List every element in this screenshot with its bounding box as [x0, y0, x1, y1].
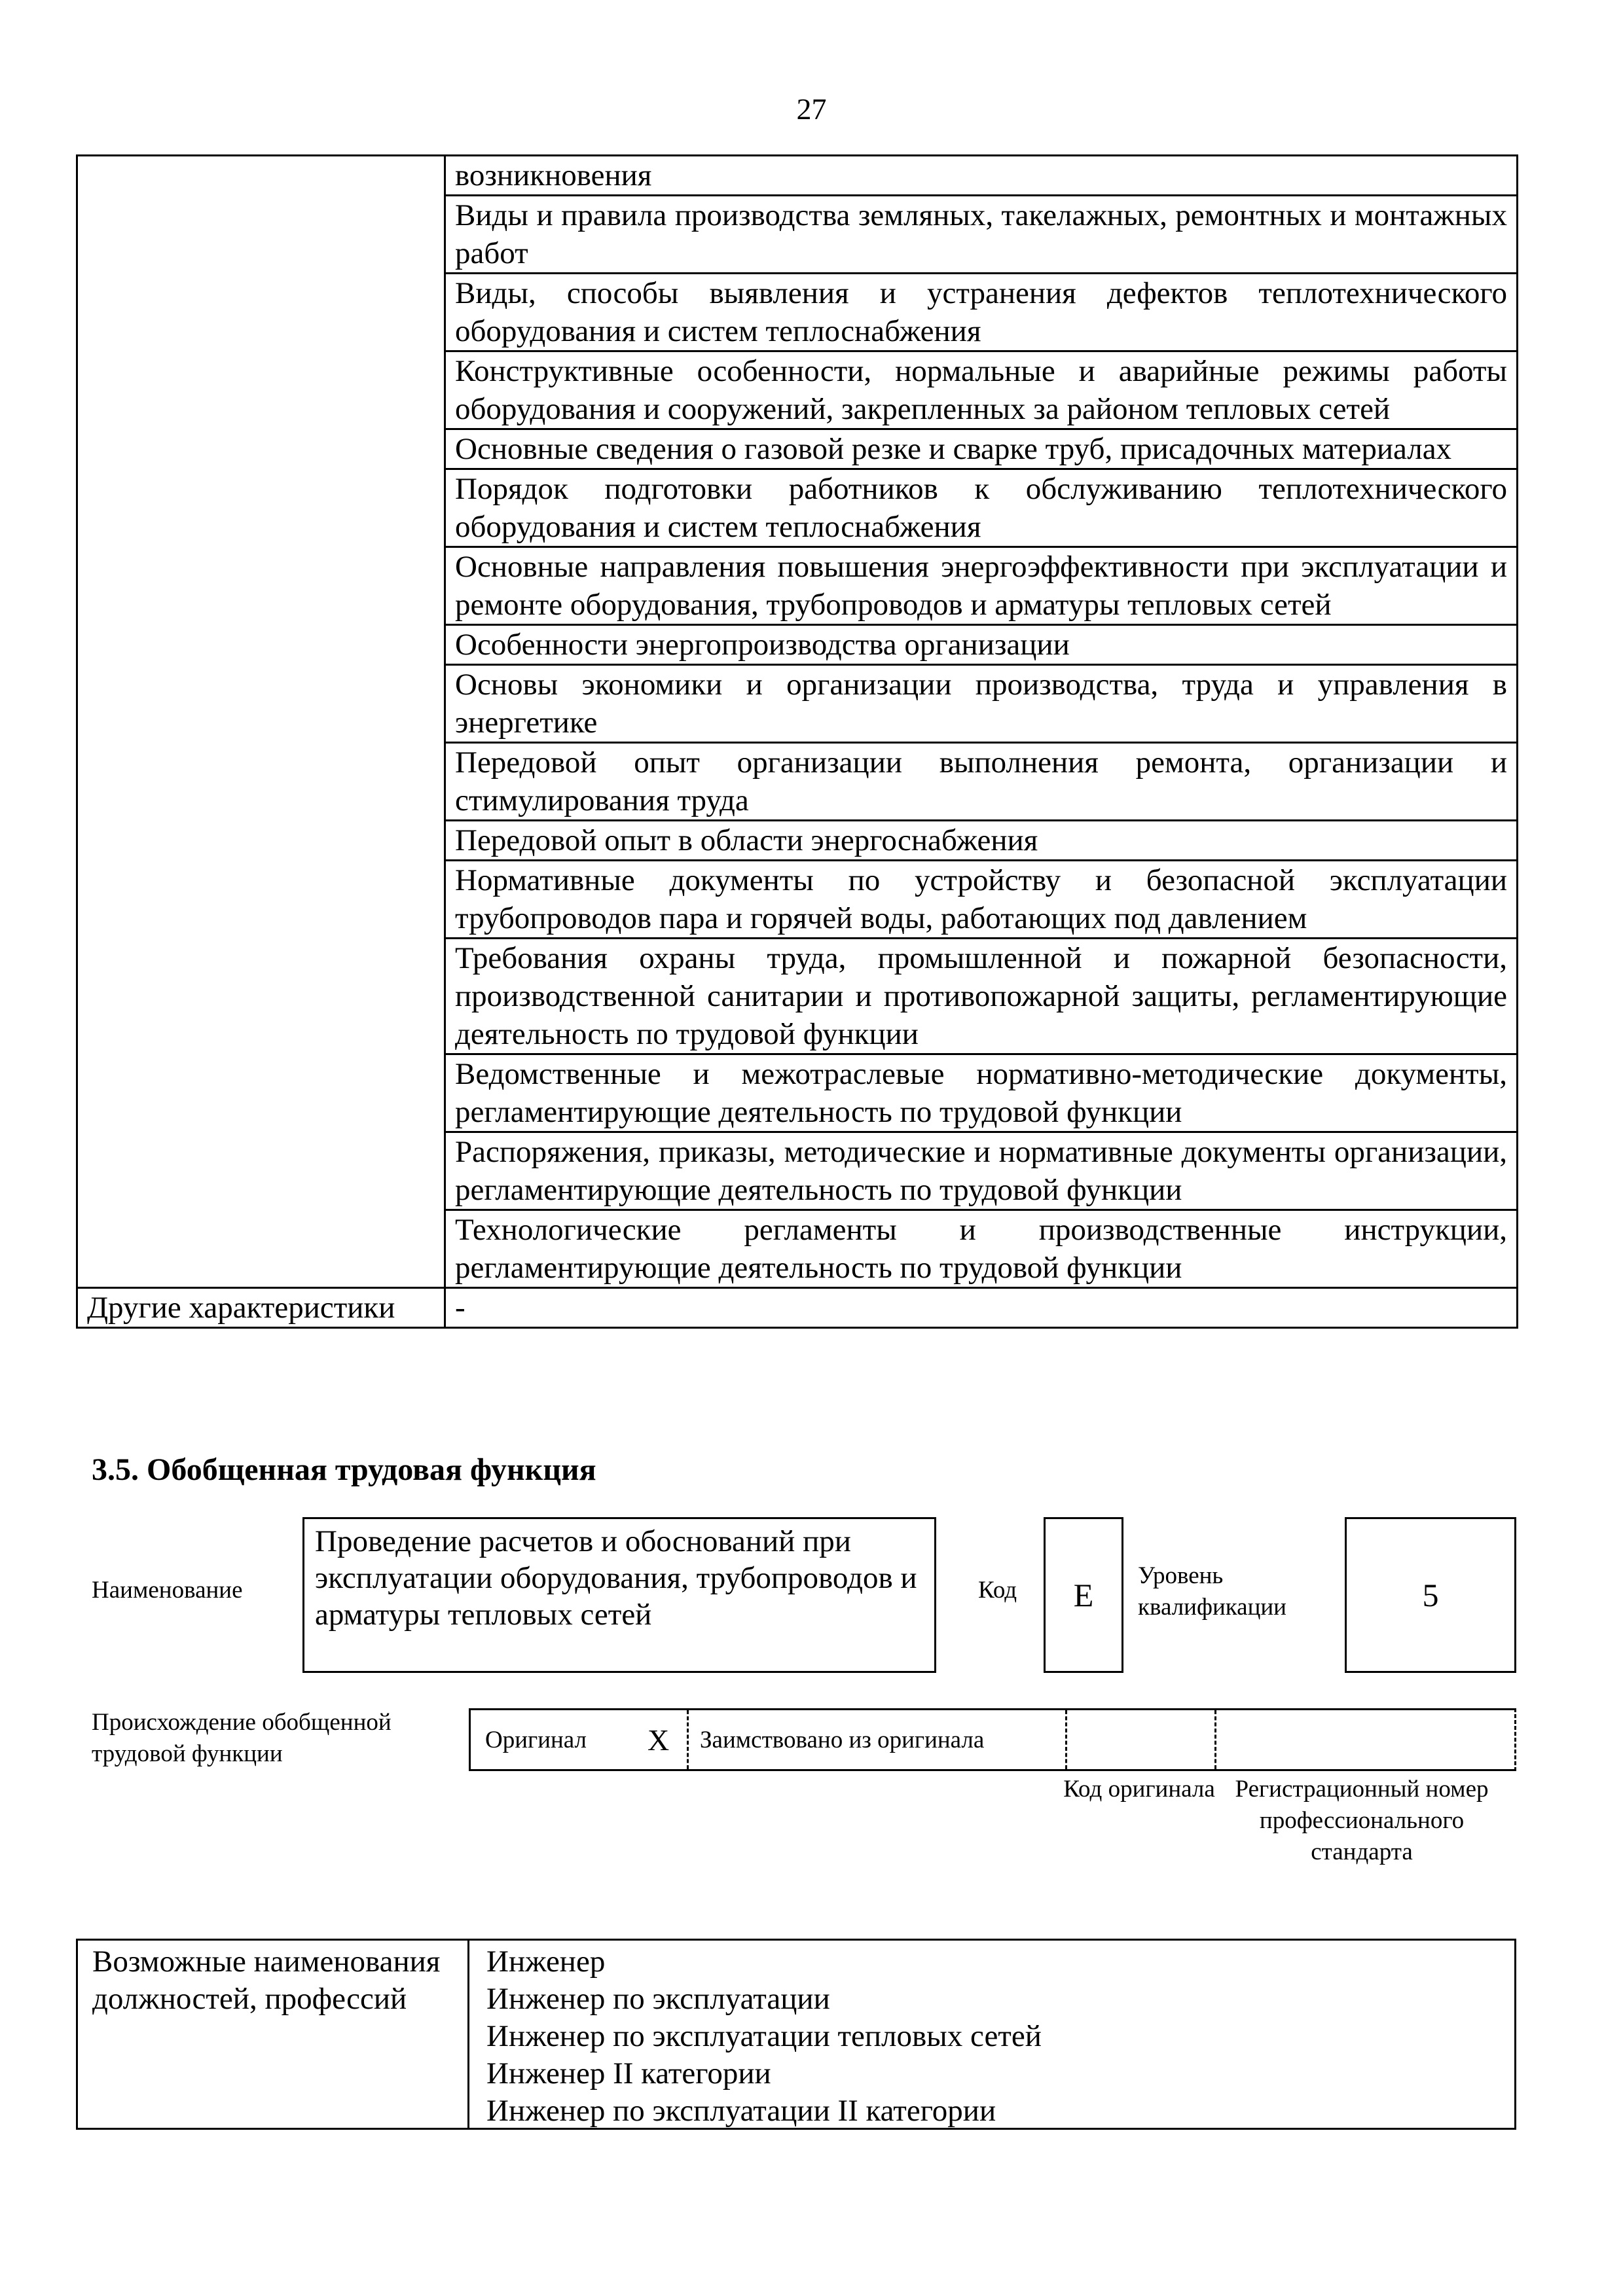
knowledge-item: Основные направления повышения энергоэффективности при эксплуатации и ремонте оборудования, трубопроводов и арматуры тепловых сетей	[445, 547, 1518, 625]
knowledge-item: Передовой опыт организации выполнения ремонта, организации и стимулирования труда	[445, 743, 1518, 821]
knowledge-item: Основные сведения о газовой резке и сварке труб, присадочных материалах	[445, 429, 1518, 469]
code-label: Код	[978, 1577, 1017, 1604]
knowledge-label-cell	[77, 156, 445, 1288]
name-label: Наименование	[92, 1577, 243, 1604]
original-label: Оригинал	[485, 1726, 587, 1753]
knowledge-item: Виды и правила производства земляных, такелажных, ремонтных и монтажных работ	[445, 196, 1518, 274]
other-characteristics-value: -	[445, 1288, 1518, 1328]
function-name-box: Проведение расчетов и обоснований при эксплуатации оборудования, трубопроводов и арматуры тепловых сетей	[302, 1517, 936, 1673]
knowledge-item: Нормативные документы по устройству и безопасной эксплуатации трубопроводов пара и горячей воды, работающих под давлением	[445, 861, 1518, 939]
knowledge-item: Порядок подготовки работников к обслуживанию теплотехнического оборудования и систем теплоснабжения	[445, 469, 1518, 547]
job-title: Инженер	[486, 1945, 606, 1979]
knowledge-item: Распоряжения, приказы, методические и нормативные документы организации, регламентирующие деятельность по трудовой функции	[445, 1132, 1518, 1210]
page-number: 27	[796, 92, 827, 126]
other-characteristics-label: Другие характеристики	[77, 1288, 445, 1328]
jobs-table	[76, 1939, 1516, 2130]
reg-number-divider	[1214, 1710, 1216, 1769]
knowledge-item: Виды, способы выявления и устранения дефектов теплотехнического оборудования и систем теплоснабжения	[445, 274, 1518, 351]
code-original-caption: Код оригинала	[1063, 1776, 1215, 1803]
knowledge-item: Особенности энергопроизводства организации	[445, 625, 1518, 665]
origin-label: Происхождение обобщенной трудовой функции	[92, 1709, 392, 1767]
reg-number-caption: Регистрационный номер профессионального стандарта	[1235, 1776, 1489, 1865]
knowledge-item: Ведомственные и межотраслевые нормативно-методические документы, регламентирующие деятельность по трудовой функции	[445, 1054, 1518, 1132]
job-title: Инженер по эксплуатации тепловых сетей	[486, 2019, 1042, 2053]
job-title: Инженер по эксплуатации	[486, 1982, 830, 2016]
section-heading: 3.5. Обобщенная трудовая функция	[92, 1452, 596, 1487]
jobs-list	[469, 1941, 1514, 2128]
jobs-label: Возможные наименования должностей, профессий	[78, 1941, 469, 2128]
level-value-box: 5	[1345, 1517, 1516, 1673]
level-label: Уровень квалификации	[1138, 1562, 1286, 1621]
original-mark: X	[647, 1723, 670, 1757]
knowledge-item: Передовой опыт в области энергоснабжения	[445, 821, 1518, 861]
job-title: Инженер II категории	[486, 2056, 771, 2090]
knowledge-table	[76, 154, 1518, 1329]
borrowed-label: Заимствовано из оригинала	[700, 1726, 985, 1753]
job-title: Инженер по эксплуатации II категории	[486, 2094, 996, 2128]
knowledge-item: возникновения	[445, 156, 1518, 196]
code-original-divider	[1065, 1710, 1067, 1769]
knowledge-item: Основы экономики и организации производства, труда и управления в энергетике	[445, 665, 1518, 743]
knowledge-item: Требования охраны труда, промышленной и пожарной безопасности, производственной санитарии и противопожарной защиты, регламентирующие деятельность по трудовой функции	[445, 939, 1518, 1054]
other-characteristics-row	[77, 1288, 1518, 1328]
code-value-box: E	[1044, 1517, 1123, 1673]
knowledge-item: Технологические регламенты и производственные инструкции, регламентирующие деятельность по трудовой функции	[445, 1210, 1518, 1288]
origin-row	[469, 1708, 1516, 1771]
knowledge-item: Конструктивные особенности, нормальные и аварийные режимы работы оборудования и сооружений, закрепленных за районом тепловых сетей	[445, 351, 1518, 429]
knowledge-row	[77, 156, 1518, 196]
origin-divider	[687, 1710, 689, 1769]
